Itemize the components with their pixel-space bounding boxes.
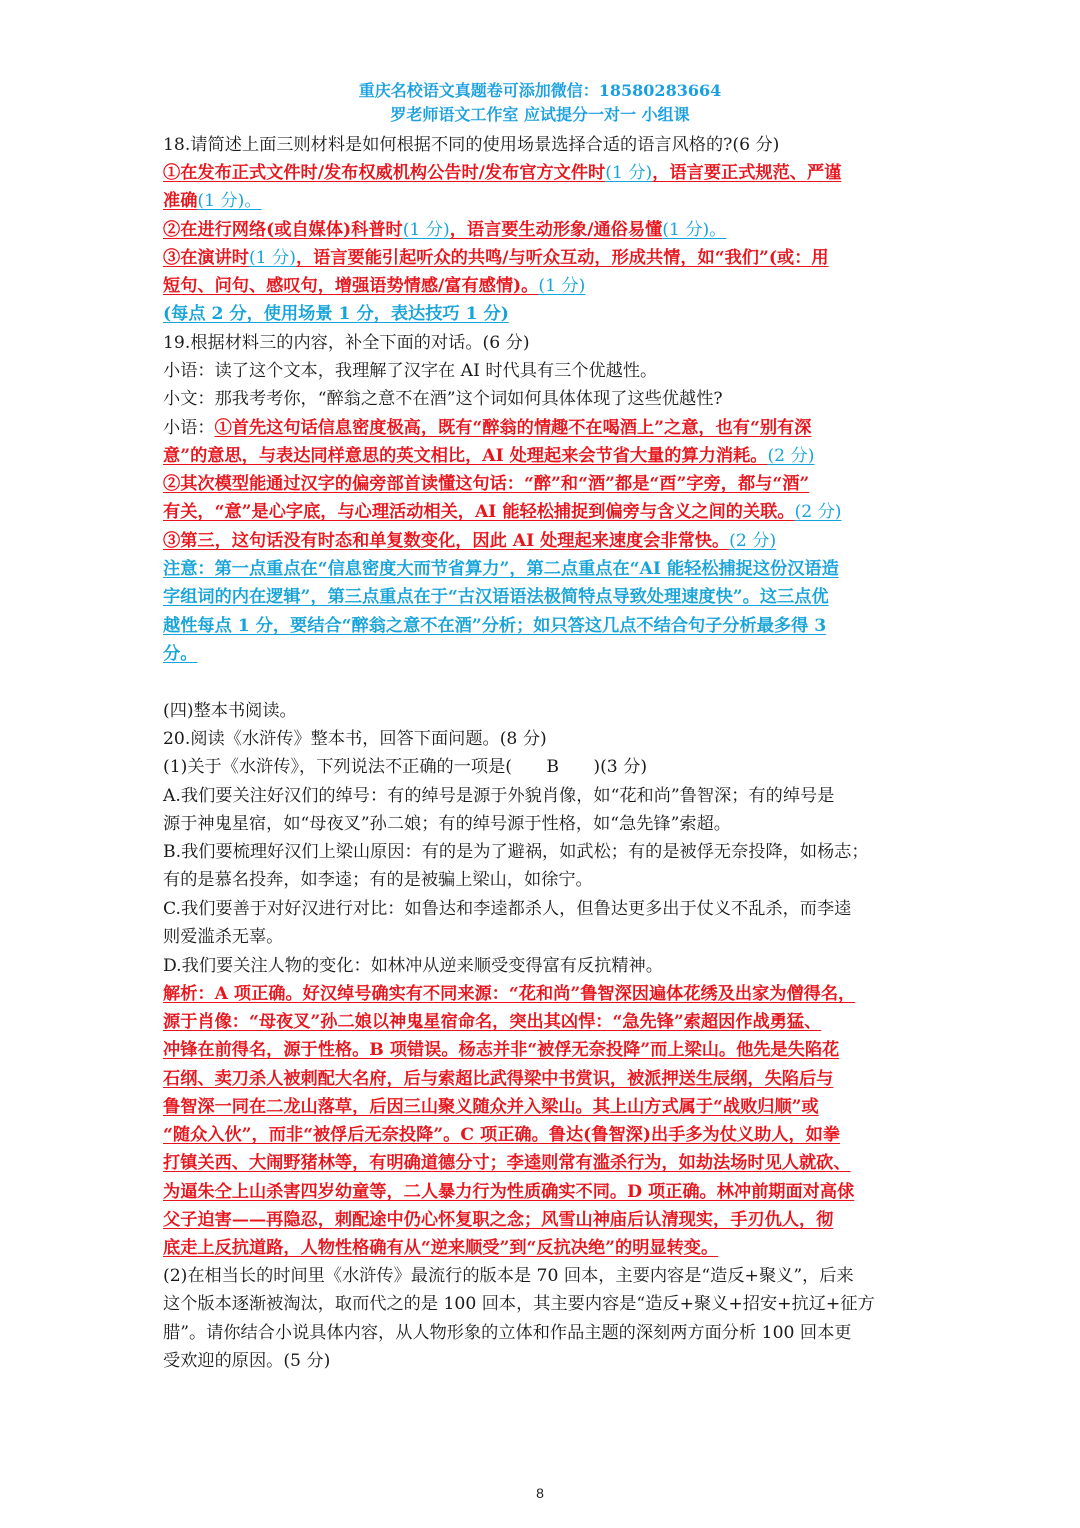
- text-line: [163, 838, 923, 866]
- text-line: [163, 1319, 923, 1347]
- question-text: 19.根据材料三的内容，补全下面的对话。(6 分): [163, 333, 530, 353]
- question-text: 受欢迎的原因。(5 分): [163, 1351, 331, 1371]
- text-line: [163, 357, 923, 385]
- text-line: [163, 300, 923, 328]
- answer-text: ，语言要正式规范、严谨: [652, 163, 842, 183]
- text-line: [163, 866, 923, 894]
- text-line: [163, 1178, 923, 1206]
- answer-text: 有关，“意”是心字底，与心理活动相关，AI 能轻松捕捉到偏旁与含义之间的关联。: [163, 502, 795, 522]
- text-line: [163, 527, 923, 555]
- answer-text: 为逼朱仝上山杀害四岁幼童等，二人暴力行为性质确实不同。D 项正确。林冲前期面对高俅: [163, 1182, 855, 1202]
- question-text: A.我们要关注好汉们的绰号：有的绰号是源于外貌肖像，如“花和尚”鲁智深；有的绰号是: [163, 786, 835, 806]
- text-line: [163, 1206, 923, 1234]
- answer-text: ③第三，这句话没有时态和单复数变化，因此 AI 处理起来速度会非常快。: [163, 531, 730, 551]
- score-note: (1 分): [248, 248, 296, 268]
- text-line: [163, 1290, 923, 1318]
- score-note: 越性每点 1 分，要结合“醉翁之意不在酒”分析；如只答这几点不结合句子分析最多得 3: [163, 616, 827, 636]
- score-note: 分。: [163, 644, 198, 664]
- text-line: [163, 980, 923, 1008]
- text-line: [163, 1347, 923, 1375]
- question-text: D.我们要关注人物的变化：如林冲从逆来顺受变得富有反抗精神。: [163, 956, 663, 976]
- watermark-header-line1: 重庆名校语文真题卷可添加微信：18580283664: [358, 81, 722, 100]
- answer-text: 石纲、卖刀杀人被刺配大名府，后与索超比武得梁中书赏识，被派押送生辰纲，失陷后与: [163, 1069, 834, 1089]
- score-note: (2 分): [767, 446, 815, 466]
- text-line: [163, 640, 923, 668]
- answer-text: ①首先这句话信息密度极高，既有“醉翁的情趣不在喝酒上”之意，也有“别有深: [214, 418, 812, 438]
- score-note: (2 分): [729, 531, 777, 551]
- text-line: [163, 555, 923, 583]
- answer-text: ②在进行网络(或自媒体)科普时: [163, 220, 403, 240]
- question-text: C.我们要善于对好汉进行对比：如鲁达和李逵都杀人，但鲁达更多出于仗义不乱杀，而李逵: [163, 899, 852, 919]
- text-line: [163, 1234, 923, 1262]
- text-line: [163, 923, 923, 951]
- text-line: [163, 810, 923, 838]
- text-line: [163, 244, 923, 272]
- question-text: 小语：: [163, 418, 215, 438]
- text-line: [163, 725, 923, 753]
- text-line: [163, 498, 923, 526]
- question-text: 源于神鬼星宿，如“母夜叉”孙二娘；有的绰号源于性格，如“急先锋”索超。: [163, 814, 731, 834]
- page-number: 8: [536, 1485, 544, 1501]
- answer-text: ，语言要能引起听众的共鸣/与听众互动，形成共情，如“我们”(或：用: [295, 248, 829, 268]
- answer-text: 解析：A 项正确。好汉绰号确实有不同来源：“花和尚”鲁智深因遍体花绣及出家为僧得名，: [163, 984, 856, 1004]
- text-line: [163, 1093, 923, 1121]
- text-line: [163, 612, 923, 640]
- question-text: 20.阅读《水浒传》整本书，回答下面问题。(8 分): [163, 729, 547, 749]
- text-line: [163, 159, 923, 187]
- answer-text: ②其次模型能通过汉字的偏旁部首读懂这句话：“醉”和“酒”都是“酉”字旁，都与“酒”: [163, 474, 810, 494]
- text-line: [163, 329, 923, 357]
- text-line: [163, 131, 923, 159]
- text-line: [163, 753, 923, 781]
- answer-text: 打镇关西、大闹野猪林等，有明确道德分寸；李逵则常有滥杀行为，如劫法场时见人就砍、: [163, 1153, 851, 1173]
- score-note: (2 分): [794, 502, 842, 522]
- text-line: [163, 782, 923, 810]
- answer-text: ，语言要生动形象/通俗易懂: [449, 220, 663, 240]
- answer-text: 短句、问句、感叹句，增强语势情感/富有感情)。: [163, 276, 539, 296]
- answer-text: ③在演讲时: [163, 248, 249, 268]
- answer-text: ①在发布正式文件时/发布权威机构公告时/发布官方文件时: [163, 163, 606, 183]
- question-text: 18.请简述上面三则材料是如何根据不同的使用场景选择合适的语言风格的?(6 分): [163, 135, 780, 155]
- text-line: [163, 1262, 923, 1290]
- question-text: (四)整本书阅读。: [163, 701, 297, 721]
- text-line: [163, 1065, 923, 1093]
- answer-text: 准确: [163, 191, 198, 211]
- score-note: (1 分)。: [197, 191, 262, 211]
- question-text: 则爱滥杀无辜。: [163, 927, 284, 947]
- answer-text: 意”的意思，与表达同样意思的英文相比，AI 处理起来会节省大量的算力消耗。: [163, 446, 768, 466]
- score-note: (每点 2 分，使用场景 1 分，表达技巧 1 分): [163, 304, 509, 324]
- score-note: (1 分): [605, 163, 653, 183]
- text-line: [163, 583, 923, 611]
- watermark-header-line2: 罗老师语文工作室 应试提分一对一 小组课: [390, 105, 690, 124]
- question-text: 这个版本逐渐被淘汰，取而代之的是 100 回本，其主要内容是“造反+聚义+招安+抗辽+征方: [163, 1294, 875, 1314]
- answer-text: 父子迫害——再隐忍，刺配途中仍心怀复职之念；风雪山神庙后认清现实，手刃仇人，彻: [163, 1210, 834, 1230]
- answer-text: 冲锋在前得名，源于性格。B 项错误。杨志并非“被俘无奈投降”而上梁山。他先是失陷花: [163, 1040, 840, 1060]
- text-line: [163, 414, 923, 442]
- text-line: [163, 272, 923, 300]
- question-text: 小语：读了这个文本，我理解了汉字在 AI 时代具有三个优越性。: [163, 361, 658, 381]
- text-line: [163, 952, 923, 980]
- score-note: 字组词的内在逻辑”，第三点重点在于“古汉语语法极简特点导致处理速度快”。这三点优: [163, 587, 829, 607]
- answer-text: “随众入伙”，而非“被俘后无奈投降”。C 项正确。鲁达(鲁智深)出手多为仗义助人，如拳: [163, 1125, 841, 1145]
- text-line: [163, 1036, 923, 1064]
- text-line: [163, 216, 923, 244]
- question-text: (2)在相当长的时间里《水浒传》最流行的版本是 70 回本，主要内容是“造反+聚义”，后来: [163, 1266, 854, 1286]
- text-line: [163, 385, 923, 413]
- score-note: (1 分): [538, 276, 586, 296]
- question-text: 腊”。请你结合小说具体内容，从人物形象的立体和作品主题的深刻两方面分析 100 回本更: [163, 1323, 852, 1343]
- score-note: 注意：第一点重点在“信息密度大而节省算力”，第二点重点在“AI 能轻松捕捉这份汉语造: [163, 559, 839, 579]
- answer-text: 鲁智深一同在二龙山落草，后因三山聚义随众并入梁山。其上山方式属于“战败归顺”或: [163, 1097, 819, 1117]
- text-line: [163, 1121, 923, 1149]
- text-line: [163, 697, 923, 725]
- answer-text: 源于肖像：“母夜叉”孙二娘以神鬼星宿命名，突出其凶悍：“急先锋”索超因作战勇猛、: [163, 1012, 822, 1032]
- text-line: [163, 1008, 923, 1036]
- question-text: 小文：那我考考你，“醉翁之意不在酒”这个词如何具体体现了这些优越性?: [163, 389, 723, 409]
- text-line: [163, 895, 923, 923]
- question-text: (1)关于《水浒传》，下列说法不正确的一项是( B )(3 分): [163, 757, 648, 777]
- question-text: 有的是慕名投奔，如李逵；有的是被骗上梁山，如徐宁。: [163, 870, 593, 890]
- question-text: B.我们要梳理好汉们上梁山原因：有的是为了避祸，如武松；有的是被俘无奈投降，如杨志；: [163, 842, 869, 862]
- text-line: [163, 187, 923, 215]
- answer-text: 底走上反抗道路，人物性格确有从“逆来顺受”到“反抗决绝”的明显转变。: [163, 1238, 719, 1258]
- score-note: (1 分): [402, 220, 450, 240]
- text-line: [163, 442, 923, 470]
- text-line: [163, 1149, 923, 1177]
- text-line: [163, 470, 923, 498]
- score-note: (1 分)。: [662, 220, 727, 240]
